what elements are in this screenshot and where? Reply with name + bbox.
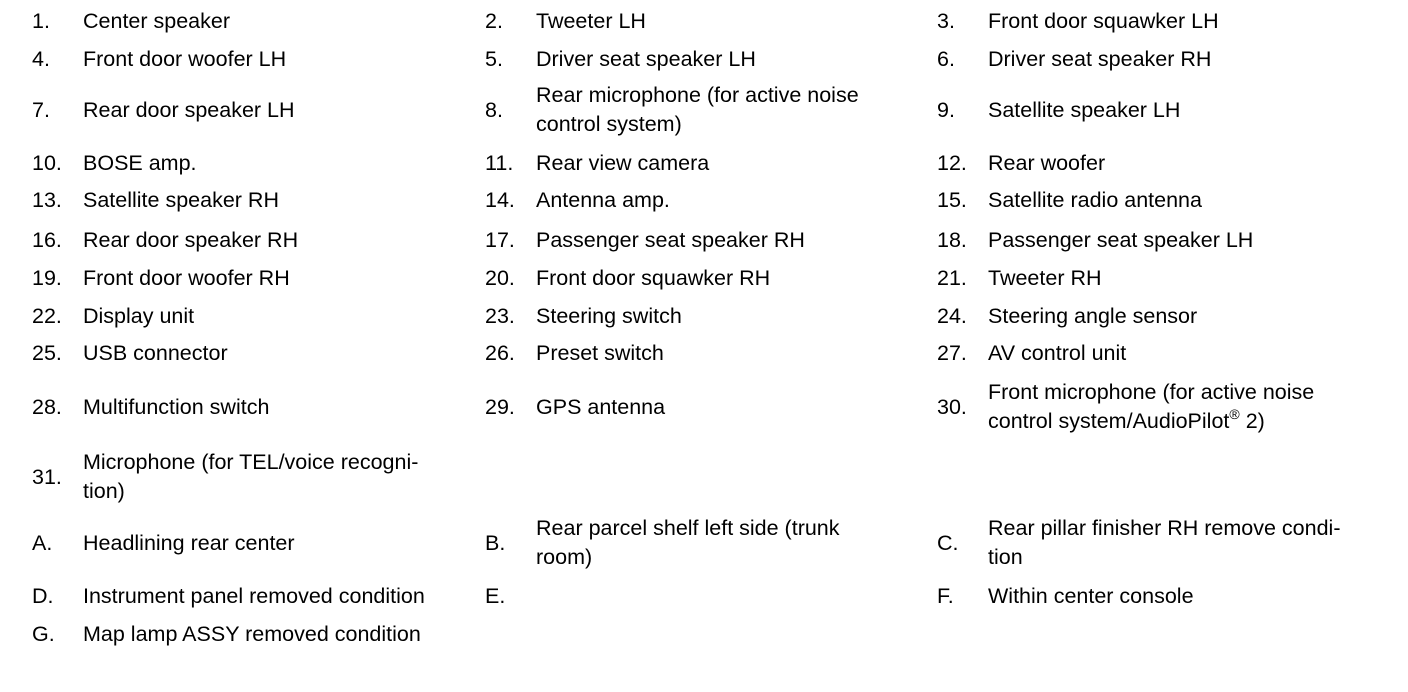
legend-item: [937, 581, 1377, 611]
item-number: 26.: [485, 340, 515, 365]
legend-row: [0, 81, 1408, 139]
legend-item: [32, 148, 472, 178]
item-label: [83, 7, 230, 36]
item-label-line: Front microphone (for active noise: [988, 380, 1315, 404]
item-label-line: Rear door speaker LH: [83, 97, 295, 122]
item-label: [988, 96, 1180, 125]
legend-item: [32, 375, 472, 439]
item-label: [83, 582, 425, 611]
legend-item: [937, 6, 1377, 36]
legend-item: [937, 185, 1377, 215]
legend-item: [937, 448, 1377, 506]
item-number: 10.: [32, 150, 62, 175]
legend-item: [937, 301, 1377, 331]
legend-item: [937, 225, 1377, 255]
legend-row: [0, 148, 1408, 178]
item-label-line: BOSE amp.: [83, 150, 197, 175]
item-label-line: Rear door speaker RH: [83, 227, 299, 252]
item-number: 14.: [485, 187, 515, 212]
item-number: C.: [937, 530, 959, 555]
item-label: [83, 339, 228, 368]
legend-row: [0, 338, 1408, 368]
legend-item: [32, 619, 472, 649]
legend-item: [485, 375, 925, 439]
item-number: 18.: [937, 227, 967, 252]
item-label: [83, 96, 295, 125]
item-number: 17.: [485, 227, 515, 252]
legend-item: [32, 6, 472, 36]
item-number: 19.: [32, 265, 62, 290]
item-label: [988, 378, 1314, 436]
item-label-line: Within center console: [988, 583, 1194, 608]
item-label-line: Center speaker: [83, 8, 230, 33]
item-number: 24.: [937, 303, 967, 328]
item-label: [536, 45, 756, 74]
item-label: [536, 81, 859, 139]
item-label: [83, 302, 194, 331]
item-label-line: GPS antenna: [536, 394, 666, 419]
item-number: 6.: [937, 46, 955, 71]
legend-item: [937, 375, 1377, 439]
item-number: 20.: [485, 265, 515, 290]
item-label-line: Rear parcel shelf left side (trunk: [536, 516, 840, 540]
legend-row: [0, 225, 1408, 255]
legend-row: [0, 6, 1408, 36]
item-label-line: control system): [536, 112, 682, 136]
legend-item: [32, 44, 472, 74]
item-label: [536, 339, 664, 368]
item-label: [536, 302, 682, 331]
item-label: [988, 264, 1102, 293]
item-label: [536, 226, 805, 255]
item-label: [536, 264, 770, 293]
item-label-line: Rear view camera: [536, 150, 710, 175]
legend-item: [32, 338, 472, 368]
item-label-line: Passenger seat speaker LH: [988, 227, 1254, 252]
item-label-line: Antenna amp.: [536, 187, 670, 212]
item-label: [83, 448, 418, 506]
item-label-line: Microphone (for TEL/voice recogni-: [83, 450, 419, 474]
item-label-line: USB connector: [83, 340, 228, 365]
item-number: 22.: [32, 303, 62, 328]
item-label-line: Tweeter RH: [988, 265, 1102, 290]
legend-item: [485, 185, 925, 215]
item-label-line: Display unit: [83, 303, 195, 328]
item-number: 23.: [485, 303, 515, 328]
item-label-line: room): [536, 545, 593, 569]
item-number: B.: [485, 530, 506, 555]
legend-item: [485, 263, 925, 293]
legend-item: [485, 581, 925, 611]
item-label-line: Passenger seat speaker RH: [536, 227, 805, 252]
item-label-line: Satellite radio antenna: [988, 187, 1202, 212]
legend-row: [0, 514, 1408, 572]
legend-item: [32, 301, 472, 331]
legend-item: [937, 338, 1377, 368]
legend-row: [0, 375, 1408, 439]
item-label-line: Tweeter LH: [536, 8, 646, 33]
legend-item: [937, 619, 1377, 649]
item-number: 30.: [937, 394, 967, 419]
item-number: 25.: [32, 340, 62, 365]
item-label: [83, 149, 197, 178]
legend-item: [485, 148, 925, 178]
item-label: [988, 226, 1253, 255]
item-label: [536, 186, 670, 215]
item-number: 2.: [485, 8, 503, 33]
item-label-line: Satellite speaker RH: [83, 187, 279, 212]
legend-item: [485, 448, 925, 506]
legend-item: [32, 185, 472, 215]
item-label-line: Rear microphone (for active noise: [536, 83, 859, 107]
legend-row: [0, 263, 1408, 293]
legend-row: [0, 44, 1408, 74]
legend-item: [937, 148, 1377, 178]
item-number: 29.: [485, 394, 515, 419]
item-label-line: Preset switch: [536, 340, 664, 365]
item-label: [83, 393, 269, 422]
item-label: [988, 582, 1194, 611]
item-number: 4.: [32, 46, 50, 71]
legend-item: [32, 263, 472, 293]
item-number: 3.: [937, 8, 955, 33]
item-label-line: Front door woofer RH: [83, 265, 290, 290]
legend-item: [32, 581, 472, 611]
legend-item: [485, 44, 925, 74]
legend-item: [485, 338, 925, 368]
item-label: [536, 149, 709, 178]
item-number: 15.: [937, 187, 967, 212]
legend-item: [937, 44, 1377, 74]
item-number: D.: [32, 583, 54, 608]
item-label-line: AV control unit: [988, 340, 1127, 365]
item-number: F.: [937, 583, 954, 608]
item-label: [83, 529, 295, 558]
item-number: 1.: [32, 8, 50, 33]
legend-item: [485, 225, 925, 255]
item-number: E.: [485, 583, 506, 608]
item-label: [536, 7, 646, 36]
legend-row: [0, 581, 1408, 611]
legend-item: [485, 301, 925, 331]
legend-item: [32, 448, 472, 506]
item-label-line: Rear pillar finisher RH remove condi-: [988, 516, 1341, 540]
item-label-line: Driver seat speaker LH: [536, 46, 756, 71]
item-number: 7.: [32, 97, 50, 122]
legend-item: [485, 6, 925, 36]
item-label-line: Front door woofer LH: [83, 46, 287, 71]
legend-row: [0, 448, 1408, 506]
legend-row: [0, 185, 1408, 215]
item-label-line: Map lamp ASSY removed condition: [83, 621, 421, 646]
item-label: [536, 393, 665, 422]
item-number: 9.: [937, 97, 955, 122]
item-label-line: Multifunction switch: [83, 394, 270, 419]
item-label-line: tion): [83, 479, 125, 503]
item-number: 5.: [485, 46, 503, 71]
registered-mark: ®: [1229, 406, 1240, 422]
item-label-line: tion: [988, 545, 1023, 569]
item-number: 11.: [485, 150, 514, 175]
item-label: [988, 514, 1340, 572]
item-number: 16.: [32, 227, 62, 252]
item-number: 13.: [32, 187, 62, 212]
item-label: [988, 302, 1197, 331]
item-label-line: Satellite speaker LH: [988, 97, 1181, 122]
item-number: A.: [32, 530, 53, 555]
legend-item: [32, 514, 472, 572]
item-label-line: Steering switch: [536, 303, 682, 328]
item-label: [83, 45, 286, 74]
item-label-line: Front door squawker LH: [988, 8, 1219, 33]
item-label: [988, 7, 1219, 36]
legend-item: [485, 514, 925, 572]
legend-item: [937, 514, 1377, 572]
item-number: 8.: [485, 97, 503, 122]
item-label-line: Instrument panel removed condition: [83, 583, 425, 608]
item-number: 21.: [937, 265, 967, 290]
item-label: [83, 264, 290, 293]
item-label: [988, 186, 1202, 215]
legend-item: [937, 263, 1377, 293]
item-label-line: Front door squawker RH: [536, 265, 771, 290]
legend-item: [937, 81, 1377, 139]
item-label-line: Driver seat speaker RH: [988, 46, 1212, 71]
legend-row: [0, 301, 1408, 331]
legend-item: [485, 619, 925, 649]
item-number: 12.: [937, 150, 967, 175]
item-label: [83, 620, 421, 649]
item-label: [83, 226, 298, 255]
item-label-line: Steering angle sensor: [988, 303, 1198, 328]
item-number: G.: [32, 621, 55, 646]
item-label-line: Rear woofer: [988, 150, 1106, 175]
item-number: 28.: [32, 394, 62, 419]
legend-item: [32, 225, 472, 255]
item-label: [988, 149, 1105, 178]
item-number: 31.: [32, 464, 62, 489]
item-label: [988, 339, 1126, 368]
item-label: [988, 45, 1211, 74]
item-number: 27.: [937, 340, 967, 365]
item-label-line: Headlining rear center: [83, 530, 295, 555]
legend-item: [485, 81, 925, 139]
legend-row: [0, 619, 1408, 649]
item-label-line: control system/AudioPilot® 2): [988, 406, 1265, 433]
legend-item: [32, 81, 472, 139]
item-label: [83, 186, 279, 215]
item-label: [536, 514, 840, 572]
